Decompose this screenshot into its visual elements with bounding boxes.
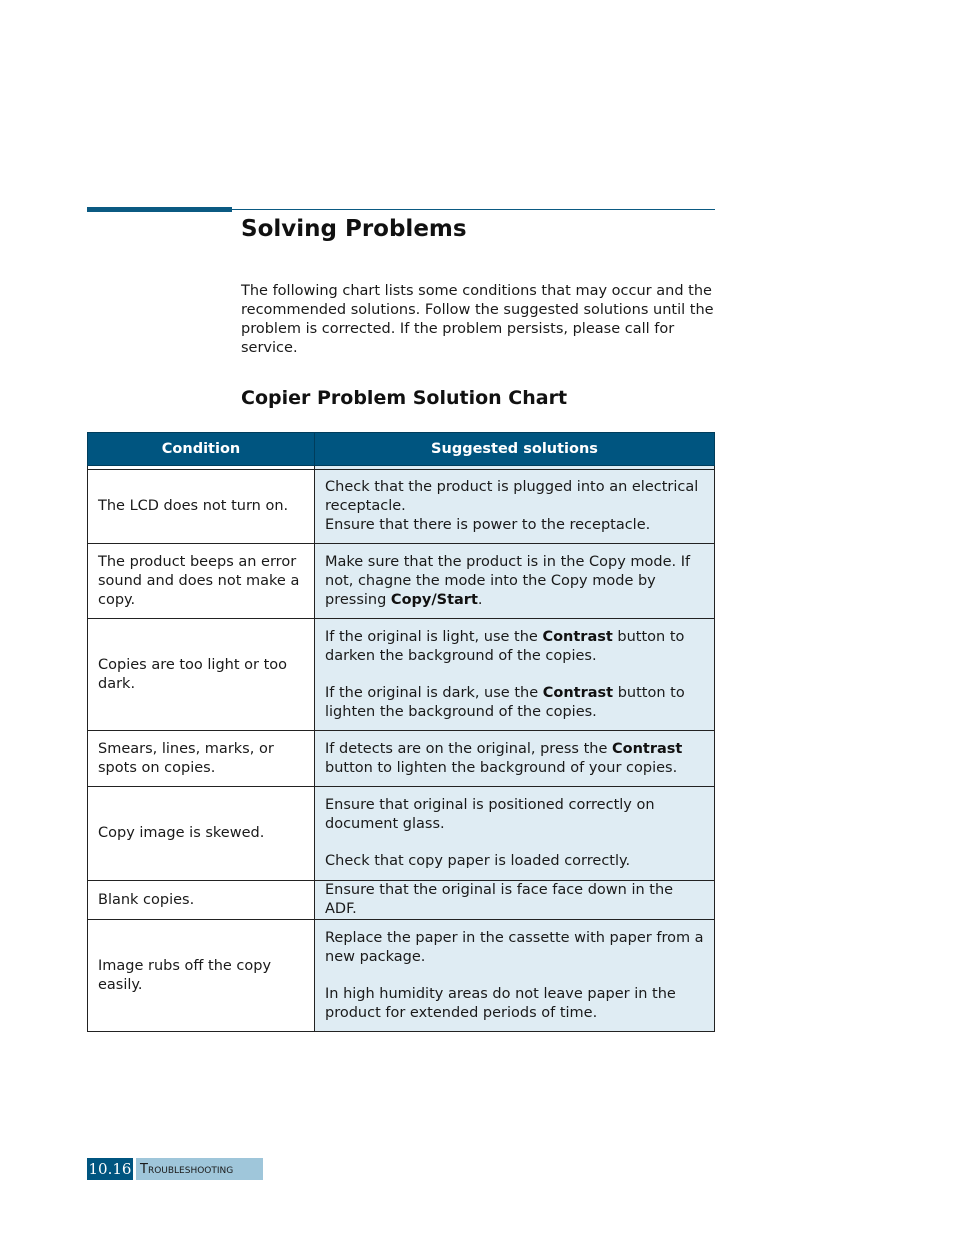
intro-paragraph: The following chart lists some conditions that may occur and the recommended solutions. Follow the suggested solutions until the problem is corrected. If the problem persists, please call for service.	[241, 283, 714, 356]
table-row	[88, 920, 715, 1032]
footer-section-name: Troubleshooting	[136, 1158, 263, 1180]
solution-cell: Ensure that the original is face face down in the ADF.	[315, 881, 715, 920]
table-row	[88, 619, 715, 731]
page-title: Solving Problems	[241, 216, 467, 242]
header-solutions: Suggested solutions	[315, 433, 715, 466]
table-row	[88, 731, 715, 787]
section-subtitle: Copier Problem Solution Chart	[241, 387, 568, 409]
condition-cell: Blank copies.	[88, 881, 315, 920]
condition-cell: The product beeps an error sound and does not make a copy.	[88, 544, 315, 619]
solution-chart	[87, 432, 715, 1032]
solution-cell: Make sure that the product is in the Copy mode. If not, chagne the mode into the Copy mode by pressing Copy/Start.	[315, 544, 715, 619]
table-row	[88, 544, 715, 619]
solution-cell: If detects are on the original, press the Contrast button to lighten the background of your copies.	[315, 731, 715, 787]
condition-cell: Copies are too light or too dark.	[88, 619, 315, 731]
table-row	[88, 787, 715, 881]
solution-cell: If the original is light, use the Contrast button to darken the background of the copies. If the original is dark, use the Contrast button to lighten the background of the copies.	[315, 619, 715, 731]
header-condition: Condition	[88, 433, 315, 466]
chart-header-row	[88, 433, 715, 466]
condition-cell: Image rubs off the copy easily.	[88, 920, 315, 1032]
solution-cell: Check that the product is plugged into an electrical receptacle. Ensure that there is power to the receptacle.	[315, 470, 715, 544]
heading-rule-thin	[232, 209, 715, 210]
condition-cell: The LCD does not turn on.	[88, 470, 315, 544]
table-row	[88, 470, 715, 544]
page-number: 10.16	[88, 1160, 132, 1178]
heading-rule-thick	[87, 207, 232, 212]
condition-cell: Smears, lines, marks, or spots on copies.	[88, 731, 315, 787]
solution-cell: Ensure that original is positioned correctly on document glass. Check that copy paper is loaded correctly.	[315, 787, 715, 881]
condition-cell: Copy image is skewed.	[88, 787, 315, 881]
table-row	[88, 881, 715, 920]
solution-cell: Replace the paper in the cassette with paper from a new package. In high humidity areas do not leave paper in the product for extended periods of time.	[315, 920, 715, 1032]
